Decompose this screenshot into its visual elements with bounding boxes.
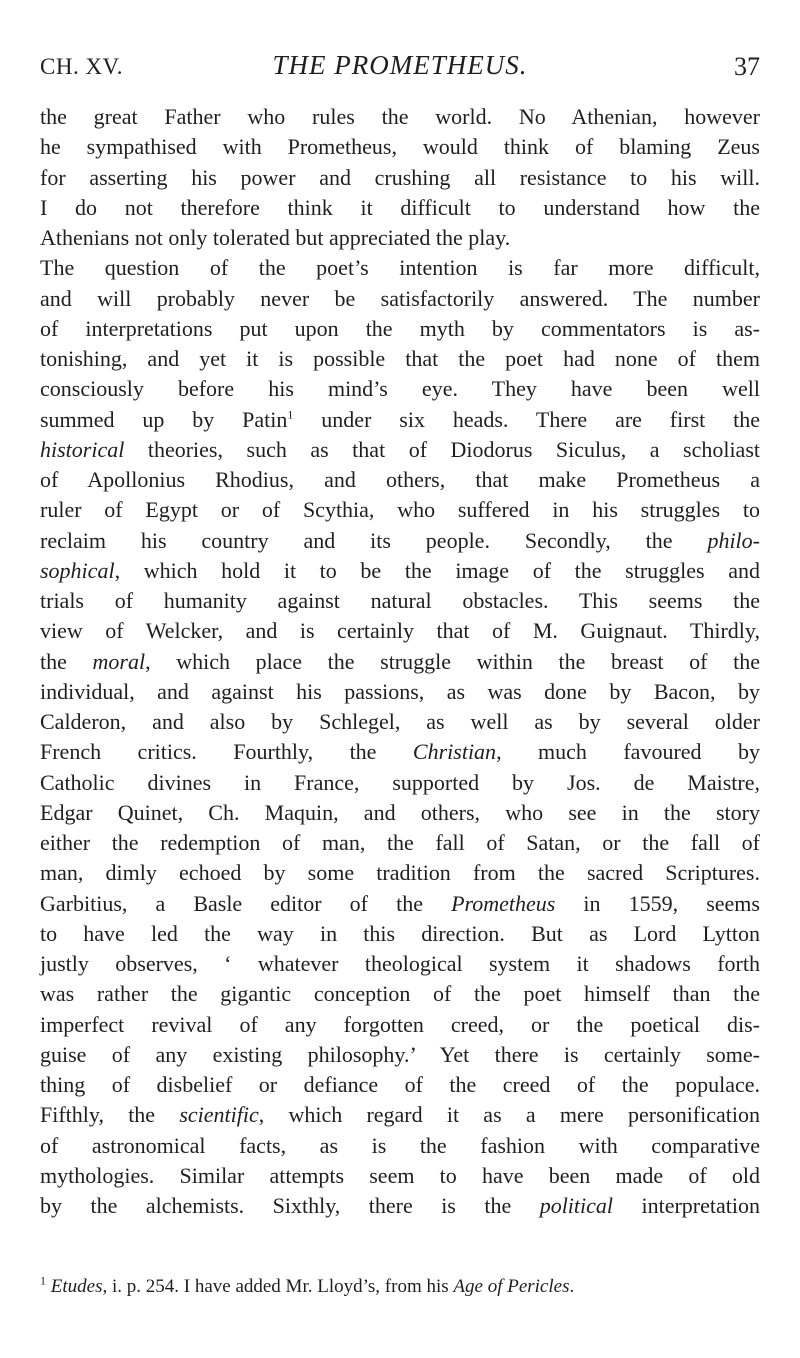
text-line: reclaim his country and its people. Secondly, the philo- [40, 527, 760, 553]
text-line: Edgar Quinet, Ch. Maquin, and others, who see in the story [40, 799, 760, 825]
text-line: the moral, which place the struggle within the breast of the [40, 648, 760, 674]
text-line: historical theories, such as that of Diodorus Siculus, a scholiast [40, 436, 760, 462]
text-line: Athenians not only tolerated but appreciated the play. [40, 225, 511, 250]
text-line: guise of any existing philosophy.’ Yet there is certainly some- [40, 1041, 760, 1067]
text-line: ruler of Egypt or of Scythia, who suffered in his struggles to [40, 497, 760, 523]
footnote: $^1$ Etudes, i. p. 254. I have added Mr. Lloyd’s, from his Age of Pericles. [40, 1273, 575, 1297]
footnote-citation: , i. p. 254. I have added Mr. Lloyd’s, from his [102, 1276, 454, 1297]
running-header [40, 50, 760, 90]
text-line: of interpretations put upon the myth by commentators is as- [40, 315, 760, 341]
text-line: justly observes, ‘ whatever theological system it shadows forth [40, 951, 760, 976]
text-line: summed up by Patin$^1$ under six heads. There are first the [40, 406, 760, 432]
text-line: to have led the way in this direction. But as Lord Lytton [40, 920, 760, 946]
chapter-label: CH. XV. [40, 54, 123, 79]
text-line: Fifthly, the scientific, which regard it as a mere personification [40, 1102, 761, 1128]
text-line: and will probably never be satisfactorily answered. The number [40, 285, 760, 311]
text-line: The question of the poet’s intention is far more difficult, [40, 255, 760, 281]
text-line: view of Welcker, and is certainly that of M. Guignaut. Thirdly, [40, 618, 760, 644]
footnote-marker: 1 [287, 407, 294, 422]
text-line: I do not therefore think it difficult to understand how the [40, 194, 760, 220]
text-line: was rather the gigantic conception of the poet himself than the [40, 981, 760, 1007]
text-line: man, dimly echoed by some tradition from the sacred Scriptures. [40, 860, 760, 886]
footnote-book-title: Age of Pericles [453, 1276, 570, 1297]
text-line: Calderon, and also by Schlegel, as well as by several older [40, 709, 760, 734]
text-line: mythologies. Similar attempts seem to have been made of old [40, 1162, 760, 1188]
text-line: tonishing, and yet it is possible that the poet had none of them [40, 346, 760, 371]
text-line: of astronomical facts, as is the fashion with comparative [40, 1132, 760, 1158]
text-line: sophical, which hold it to be the image of the struggles and [40, 557, 760, 583]
text-line: by the alchemists. Sixthly, there is the political interpretation [40, 1193, 760, 1218]
text-line: consciously before his mind’s eye. They have been well [40, 376, 760, 402]
running-title: THE PROMETHEUS. [272, 50, 528, 80]
text-line: either the redemption of man, the fall of Satan, or the fall of [40, 830, 760, 855]
text-line: French critics. Fourthly, the Christian, much favoured by [40, 739, 760, 765]
text-line: of Apollonius Rhodius, and others, that make Prometheus a [40, 467, 760, 492]
text-line: imperfect revival of any forgotten creed, or the poetical dis- [40, 1011, 760, 1037]
text-line: individual, and against his passions, as was done by Bacon, by [40, 678, 760, 704]
text-line: thing of disbelief or defiance of the creed of the populace. [40, 1072, 760, 1097]
text-line: for asserting his power and crushing all resistance to his will. [40, 164, 760, 190]
text-line: Garbitius, a Basle editor of the Prometheus in 1559, seems [40, 890, 760, 916]
text-line: trials of humanity against natural obstacles. This seems the [40, 588, 760, 613]
text-line: the great Father who rules the world. No Athenian, however [40, 104, 760, 129]
text-line: he sympathised with Prometheus, would think of blaming Zeus [40, 134, 760, 160]
page-number: 37 [734, 52, 760, 81]
footnote-source-title: Etudes [50, 1276, 103, 1297]
footnote-number: 1 [40, 1273, 46, 1288]
body-text [40, 102, 760, 1221]
text-line: Catholic divines in France, supported by Jos. de Maistre, [40, 769, 760, 795]
